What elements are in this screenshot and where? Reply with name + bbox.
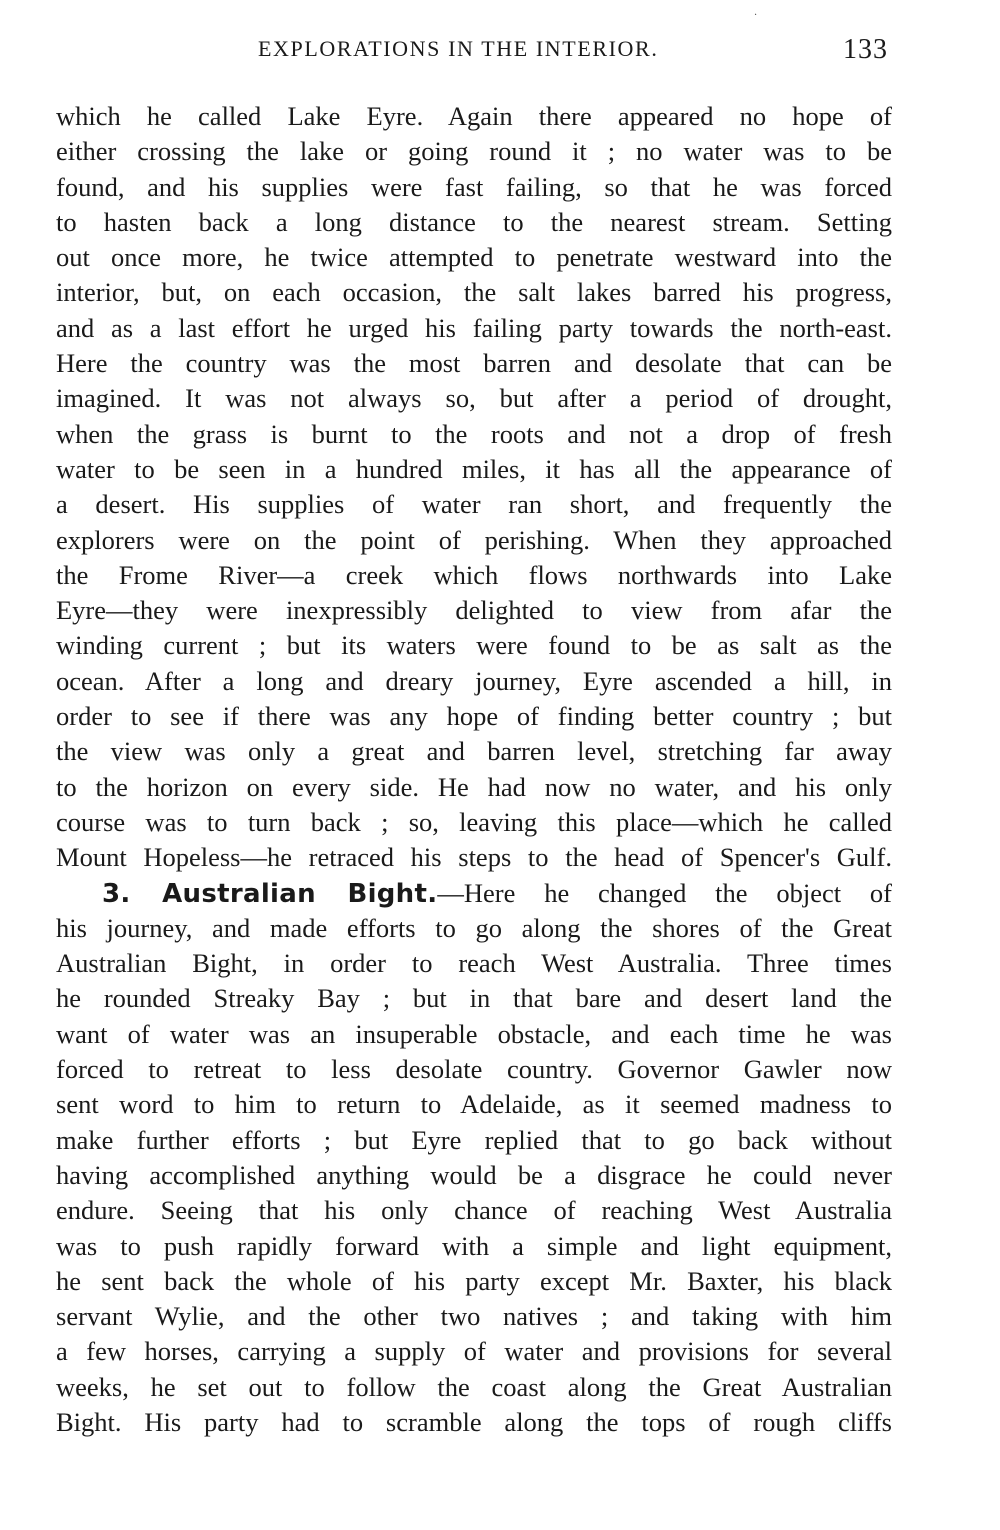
text-line: the Frome River—a creek which flows northwards into Lake: [56, 559, 892, 590]
text-line: winding current ; but its waters were found to be as salt as the: [56, 630, 892, 661]
text-line: water to be seen in a hundred miles, it has all the appearance of: [56, 453, 892, 484]
text-line: Australian Bight, in order to reach West Australia. Three times: [56, 948, 892, 979]
text-line: and as a last effort he urged his failing party towards the north-east.: [56, 312, 892, 343]
running-title: EXPLORATIONS IN THE INTERIOR.: [258, 36, 659, 61]
text-line: Bight. His party had to scramble along the tops of rough cliffs: [56, 1406, 892, 1437]
text-line: found, and his supplies were fast failing, so that he was forced: [56, 171, 892, 202]
text-line: endure. Seeing that his only chance of reaching West Australia: [56, 1195, 892, 1226]
page-number: 133: [843, 34, 888, 65]
text-line: want of water was an insuperable obstacle, and each time he was: [56, 1018, 892, 1049]
text-line: to hasten back a long distance to the nearest stream. Setting: [56, 206, 892, 237]
text-line: his journey, and made efforts to go along the shores of the Great: [56, 912, 892, 943]
text-line: a desert. His supplies of water ran short, and frequently the: [56, 489, 892, 520]
text-line: the view was only a great and barren level, stretching far away: [56, 736, 892, 767]
body-text: [56, 99, 892, 1440]
text-line: interior, but, on each occasion, the salt lakes barred his progress,: [56, 277, 892, 308]
section-first-line: [56, 876, 892, 911]
text-line: out once more, he twice attempted to penetrate westward into the: [56, 242, 892, 273]
text-line: he rounded Streaky Bay ; but in that bare and desert land the: [56, 983, 892, 1014]
text-line: order to see if there was any hope of finding better country ; but: [56, 701, 892, 732]
text-line: he sent back the whole of his party except Mr. Baxter, his black: [56, 1265, 892, 1296]
text-line: having accomplished anything would be a disgrace he could never: [56, 1159, 892, 1190]
section-heading: 3. Australian Bight.: [102, 878, 438, 909]
text-line: make further efforts ; but Eyre replied that to go back without: [56, 1124, 892, 1155]
text-line: was to push rapidly forward with a simple and light equipment,: [56, 1230, 892, 1261]
text-line: Here the country was the most barren and desolate that can be: [56, 348, 892, 379]
text-line: forced to retreat to less desolate country. Governor Gawler now: [56, 1054, 892, 1085]
text-line: either crossing the lake or going round it ; no water was to be: [56, 136, 892, 167]
printing-speck-mark: ·: [754, 10, 758, 21]
text-line: Mount Hopeless—he retraced his steps to the head of Spencer's Gulf.: [56, 842, 892, 873]
text-line: weeks, he set out to follow the coast along the Great Australian: [56, 1371, 892, 1402]
section-first-line-text: —Here he changed the object of: [437, 877, 892, 908]
text-line: which he called Lake Eyre. Again there appeared no hope of: [56, 101, 892, 131]
text-line: imagined. It was not always so, but after a period of drought,: [56, 383, 892, 414]
text-line: explorers were on the point of perishing. When they approached: [56, 524, 892, 555]
text-line: to the horizon on every side. He had now no water, and his only: [56, 771, 892, 802]
running-header: [0, 36, 1000, 76]
text-line: ocean. After a long and dreary journey, Eyre ascended a hill, in: [56, 665, 892, 696]
text-line: when the grass is burnt to the roots and not a drop of fresh: [56, 418, 892, 449]
text-line: course was to turn back ; so, leaving this place—which he called: [56, 806, 892, 837]
text-line: servant Wylie, and the other two natives ; and taking with him: [56, 1301, 892, 1332]
text-line: a few horses, carrying a supply of water and provisions for several: [56, 1336, 892, 1367]
text-line: Eyre—they were inexpressibly delighted to view from afar the: [56, 595, 892, 626]
text-line: sent word to him to return to Adelaide, as it seemed madness to: [56, 1089, 892, 1120]
